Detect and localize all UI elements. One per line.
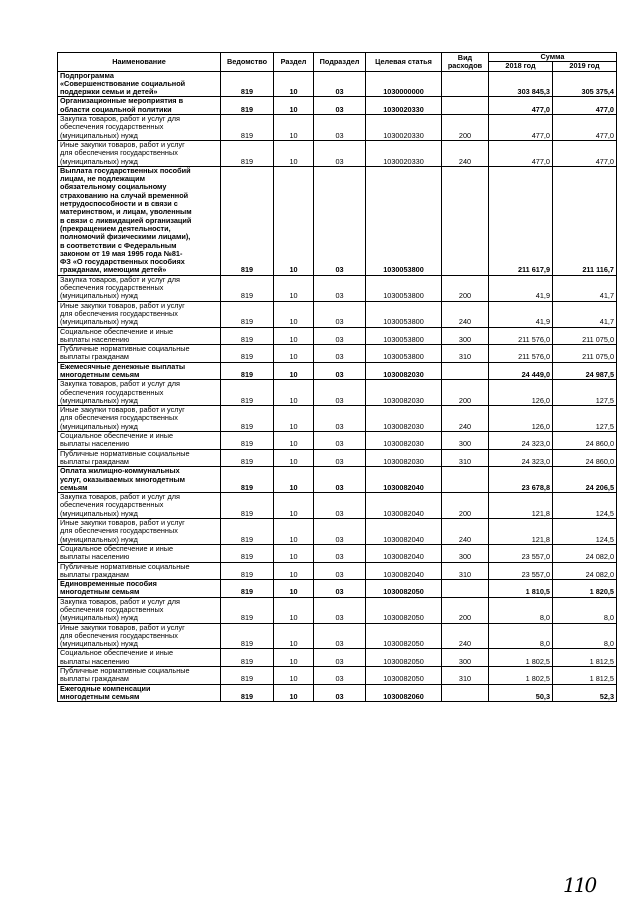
table-row (58, 597, 617, 623)
row-target: 1030082030 (366, 362, 442, 380)
table-row (58, 345, 617, 363)
row-type: 300 (442, 649, 489, 667)
row-name: Единовременные пособия многодетным семьям (58, 580, 221, 598)
row-subsection: 03 (314, 140, 366, 166)
row-dept: 819 (221, 597, 274, 623)
row-name: Иные закупки товаров, работ и услуг для обеспечения государственных (муниципальных) нужд (58, 519, 221, 545)
row-dept: 819 (221, 140, 274, 166)
row-sum-2019: 211 075,0 (553, 327, 617, 345)
row-target: 1030000000 (366, 71, 442, 97)
row-sum-2018: 121,8 (489, 519, 553, 545)
row-sum-2018: 50,3 (489, 684, 553, 702)
row-target: 1030082030 (366, 380, 442, 406)
table-row (58, 140, 617, 166)
row-section: 10 (274, 519, 314, 545)
row-sum-2018: 477,0 (489, 115, 553, 141)
table-row (58, 519, 617, 545)
row-name: Публичные нормативные социальные выплаты гражданам (58, 345, 221, 363)
row-target: 1030082040 (366, 544, 442, 562)
row-target: 1030082040 (366, 467, 442, 493)
row-name: Организационные мероприятия в области социальной политики (58, 97, 221, 115)
row-section: 10 (274, 301, 314, 327)
table-row (58, 544, 617, 562)
header-sum: Сумма (489, 53, 617, 62)
table-row (58, 432, 617, 450)
table-row (58, 623, 617, 649)
row-section: 10 (274, 597, 314, 623)
row-type (442, 97, 489, 115)
row-dept: 819 (221, 301, 274, 327)
row-subsection: 03 (314, 97, 366, 115)
row-sum-2019: 41,7 (553, 275, 617, 301)
table-row (58, 327, 617, 345)
row-sum-2019: 124,5 (553, 493, 617, 519)
row-sum-2018: 41,9 (489, 301, 553, 327)
row-sum-2019: 24 987,5 (553, 362, 617, 380)
row-sum-2018: 41,9 (489, 275, 553, 301)
row-target: 1030082040 (366, 562, 442, 580)
row-type: 200 (442, 275, 489, 301)
header-name: Наименование (58, 53, 221, 72)
row-name: Иные закупки товаров, работ и услуг для обеспечения государственных (муниципальных) нужд (58, 406, 221, 432)
row-sum-2018: 23 678,8 (489, 467, 553, 493)
row-name: Закупка товаров, работ и услуг для обеспечения государственных (муниципальных) нужд (58, 597, 221, 623)
row-name: Публичные нормативные социальные выплаты гражданам (58, 449, 221, 467)
header-dept: Ведомство (221, 53, 274, 72)
row-subsection: 03 (314, 562, 366, 580)
row-sum-2018: 23 557,0 (489, 544, 553, 562)
header-section: Раздел (274, 53, 314, 72)
row-sum-2018: 126,0 (489, 406, 553, 432)
row-dept: 819 (221, 544, 274, 562)
row-sum-2019: 1 812,5 (553, 649, 617, 667)
row-section: 10 (274, 115, 314, 141)
row-name: Ежемесячные денежные выплаты многодетным семьям (58, 362, 221, 380)
row-type: 310 (442, 345, 489, 363)
table-row (58, 166, 617, 275)
row-sum-2019: 8,0 (553, 597, 617, 623)
row-name: Выплата государственных пособий лицам, не подлежащим обязательному социальному страхованию на случай временной нетрудоспособности и в связи с материнством, и лицам, уволенным в связи с ликвидацией организаций (прекращением деятельности, полномочий физическими лицами), в соответствии с Федеральным законом от 19 мая 1995 года №81- ФЗ «О государственных пособиях гражданам, имеющим детей» (58, 166, 221, 275)
row-type (442, 467, 489, 493)
row-dept: 819 (221, 667, 274, 685)
row-sum-2019: 211 075,0 (553, 345, 617, 363)
table-row (58, 562, 617, 580)
row-section: 10 (274, 623, 314, 649)
row-dept: 819 (221, 166, 274, 275)
budget-table (57, 52, 617, 702)
row-sum-2018: 23 557,0 (489, 562, 553, 580)
row-type (442, 166, 489, 275)
row-section: 10 (274, 684, 314, 702)
row-name: Подпрограмма «Совершенствование социальной поддержки семьи и детей» (58, 71, 221, 97)
row-section: 10 (274, 97, 314, 115)
row-type: 240 (442, 140, 489, 166)
table-row (58, 667, 617, 685)
header-2018: 2018 год (489, 62, 553, 71)
page-number: 110 (563, 873, 596, 897)
row-subsection: 03 (314, 623, 366, 649)
row-target: 1030082050 (366, 580, 442, 598)
row-type: 310 (442, 667, 489, 685)
row-sum-2019: 24 206,5 (553, 467, 617, 493)
row-subsection: 03 (314, 467, 366, 493)
row-dept: 819 (221, 406, 274, 432)
row-type: 240 (442, 301, 489, 327)
row-sum-2019: 477,0 (553, 140, 617, 166)
row-type (442, 71, 489, 97)
row-section: 10 (274, 493, 314, 519)
row-name: Закупка товаров, работ и услуг для обеспечения государственных (муниципальных) нужд (58, 275, 221, 301)
row-type: 240 (442, 406, 489, 432)
row-sum-2019: 1 812,5 (553, 667, 617, 685)
row-dept: 819 (221, 97, 274, 115)
row-section: 10 (274, 380, 314, 406)
row-subsection: 03 (314, 275, 366, 301)
row-sum-2018: 24 449,0 (489, 362, 553, 380)
row-target: 1030082050 (366, 649, 442, 667)
row-subsection: 03 (314, 406, 366, 432)
row-dept: 819 (221, 493, 274, 519)
row-sum-2019: 477,0 (553, 97, 617, 115)
row-type: 200 (442, 115, 489, 141)
row-type: 300 (442, 544, 489, 562)
row-sum-2018: 303 845,3 (489, 71, 553, 97)
header-type: Вид расходов (442, 53, 489, 72)
table-row (58, 467, 617, 493)
row-sum-2019: 127,5 (553, 380, 617, 406)
row-section: 10 (274, 449, 314, 467)
row-type: 300 (442, 432, 489, 450)
row-section: 10 (274, 327, 314, 345)
row-dept: 819 (221, 362, 274, 380)
row-name: Ежегодные компенсации многодетным семьям (58, 684, 221, 702)
row-name: Закупка товаров, работ и услуг для обеспечения государственных (муниципальных) нужд (58, 115, 221, 141)
row-sum-2018: 1 810,5 (489, 580, 553, 598)
header-target: Целевая статья (366, 53, 442, 72)
row-subsection: 03 (314, 327, 366, 345)
row-type: 200 (442, 380, 489, 406)
row-section: 10 (274, 562, 314, 580)
row-name: Оплата жилищно-коммунальных услуг, оказываемых многодетным семьям (58, 467, 221, 493)
table-row (58, 649, 617, 667)
row-dept: 819 (221, 449, 274, 467)
row-dept: 819 (221, 684, 274, 702)
row-subsection: 03 (314, 493, 366, 519)
row-dept: 819 (221, 519, 274, 545)
row-sum-2018: 24 323,0 (489, 449, 553, 467)
row-sum-2018: 1 802,5 (489, 649, 553, 667)
row-sum-2018: 8,0 (489, 623, 553, 649)
table-row (58, 449, 617, 467)
row-name: Иные закупки товаров, работ и услуг для обеспечения государственных (муниципальных) нужд (58, 140, 221, 166)
row-sum-2019: 24 860,0 (553, 449, 617, 467)
row-subsection: 03 (314, 684, 366, 702)
row-sum-2019: 41,7 (553, 301, 617, 327)
table-row (58, 115, 617, 141)
row-sum-2018: 211 617,9 (489, 166, 553, 275)
table-row (58, 380, 617, 406)
row-subsection: 03 (314, 580, 366, 598)
row-target: 1030053800 (366, 345, 442, 363)
row-target: 1030082030 (366, 432, 442, 450)
row-target: 1030082060 (366, 684, 442, 702)
row-dept: 819 (221, 623, 274, 649)
row-sum-2018: 211 576,0 (489, 345, 553, 363)
row-sum-2018: 1 802,5 (489, 667, 553, 685)
row-section: 10 (274, 71, 314, 97)
row-target: 1030053800 (366, 166, 442, 275)
row-subsection: 03 (314, 345, 366, 363)
row-subsection: 03 (314, 432, 366, 450)
row-sum-2019: 24 082,0 (553, 562, 617, 580)
row-target: 1030082030 (366, 406, 442, 432)
row-section: 10 (274, 275, 314, 301)
row-section: 10 (274, 362, 314, 380)
table-row (58, 580, 617, 598)
row-name: Иные закупки товаров, работ и услуг для обеспечения государственных (муниципальных) нужд (58, 301, 221, 327)
row-target: 1030053800 (366, 275, 442, 301)
row-target: 1030082040 (366, 493, 442, 519)
row-type: 240 (442, 519, 489, 545)
row-sum-2018: 24 323,0 (489, 432, 553, 450)
row-type: 240 (442, 623, 489, 649)
header-subsection: Подраздел (314, 53, 366, 72)
row-section: 10 (274, 345, 314, 363)
row-target: 1030082050 (366, 667, 442, 685)
row-sum-2019: 52,3 (553, 684, 617, 702)
row-section: 10 (274, 649, 314, 667)
row-subsection: 03 (314, 449, 366, 467)
row-type (442, 362, 489, 380)
header-2019: 2019 год (553, 62, 617, 71)
row-section: 10 (274, 166, 314, 275)
row-name: Социальное обеспечение и иные выплаты населению (58, 544, 221, 562)
row-name: Публичные нормативные социальные выплаты гражданам (58, 667, 221, 685)
row-dept: 819 (221, 71, 274, 97)
row-section: 10 (274, 406, 314, 432)
row-target: 1030053800 (366, 327, 442, 345)
row-target: 1030082050 (366, 597, 442, 623)
row-section: 10 (274, 467, 314, 493)
table-row (58, 493, 617, 519)
row-subsection: 03 (314, 362, 366, 380)
row-subsection: 03 (314, 519, 366, 545)
row-name: Социальное обеспечение и иные выплаты населению (58, 649, 221, 667)
row-dept: 819 (221, 649, 274, 667)
row-subsection: 03 (314, 380, 366, 406)
row-dept: 819 (221, 380, 274, 406)
row-type: 200 (442, 597, 489, 623)
row-dept: 819 (221, 467, 274, 493)
row-target: 1030082040 (366, 519, 442, 545)
row-type (442, 580, 489, 598)
row-sum-2018: 477,0 (489, 140, 553, 166)
row-sum-2018: 121,8 (489, 493, 553, 519)
row-target: 1030082030 (366, 449, 442, 467)
row-dept: 819 (221, 562, 274, 580)
row-type: 200 (442, 493, 489, 519)
row-dept: 819 (221, 432, 274, 450)
row-sum-2019: 305 375,4 (553, 71, 617, 97)
table-row (58, 301, 617, 327)
row-sum-2019: 1 820,5 (553, 580, 617, 598)
row-sum-2019: 211 116,7 (553, 166, 617, 275)
row-sum-2018: 126,0 (489, 380, 553, 406)
table-row (58, 71, 617, 97)
row-subsection: 03 (314, 597, 366, 623)
row-sum-2018: 211 576,0 (489, 327, 553, 345)
row-name: Иные закупки товаров, работ и услуг для обеспечения государственных (муниципальных) нужд (58, 623, 221, 649)
row-name: Социальное обеспечение и иные выплаты населению (58, 432, 221, 450)
row-section: 10 (274, 580, 314, 598)
row-type: 310 (442, 449, 489, 467)
row-sum-2018: 477,0 (489, 97, 553, 115)
row-target: 1030020330 (366, 140, 442, 166)
row-target: 1030020330 (366, 115, 442, 141)
row-dept: 819 (221, 345, 274, 363)
row-sum-2019: 24 860,0 (553, 432, 617, 450)
row-dept: 819 (221, 580, 274, 598)
row-type (442, 684, 489, 702)
row-target: 1030020330 (366, 97, 442, 115)
row-section: 10 (274, 432, 314, 450)
row-subsection: 03 (314, 301, 366, 327)
row-dept: 819 (221, 327, 274, 345)
row-name: Закупка товаров, работ и услуг для обеспечения государственных (муниципальных) нужд (58, 493, 221, 519)
table-row (58, 275, 617, 301)
row-target: 1030082050 (366, 623, 442, 649)
table-row (58, 684, 617, 702)
row-section: 10 (274, 140, 314, 166)
row-sum-2019: 124,5 (553, 519, 617, 545)
row-subsection: 03 (314, 649, 366, 667)
row-subsection: 03 (314, 115, 366, 141)
row-subsection: 03 (314, 667, 366, 685)
row-sum-2019: 127,5 (553, 406, 617, 432)
row-sum-2019: 8,0 (553, 623, 617, 649)
table-row (58, 406, 617, 432)
row-dept: 819 (221, 275, 274, 301)
row-type: 310 (442, 562, 489, 580)
row-name: Социальное обеспечение и иные выплаты населению (58, 327, 221, 345)
row-type: 300 (442, 327, 489, 345)
row-sum-2018: 8,0 (489, 597, 553, 623)
row-name: Публичные нормативные социальные выплаты гражданам (58, 562, 221, 580)
table-row (58, 97, 617, 115)
row-dept: 819 (221, 115, 274, 141)
row-subsection: 03 (314, 166, 366, 275)
row-subsection: 03 (314, 71, 366, 97)
row-sum-2019: 477,0 (553, 115, 617, 141)
row-subsection: 03 (314, 544, 366, 562)
row-target: 1030053800 (366, 301, 442, 327)
row-name: Закупка товаров, работ и услуг для обеспечения государственных (муниципальных) нужд (58, 380, 221, 406)
row-section: 10 (274, 667, 314, 685)
row-section: 10 (274, 544, 314, 562)
table-row (58, 362, 617, 380)
row-sum-2019: 24 082,0 (553, 544, 617, 562)
